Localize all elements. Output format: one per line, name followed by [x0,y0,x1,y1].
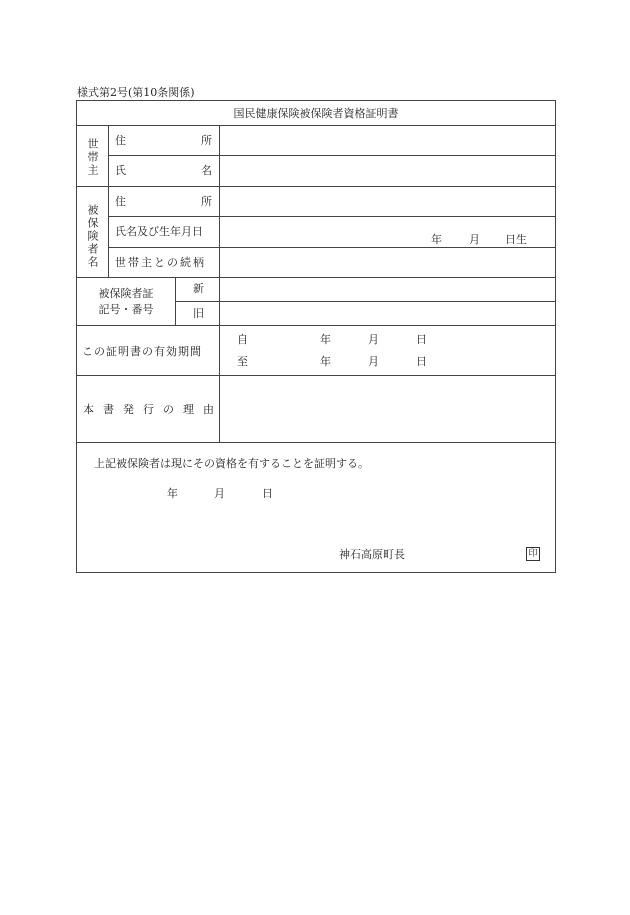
card-old-label: 旧 [193,307,204,320]
householder-address-label-1: 住 [115,134,126,147]
householder-name-label-2: 名 [201,164,212,177]
insured-name-birth-label: 氏名及び生年月日 [115,225,203,238]
validity-to-year: 年 [320,355,331,368]
validity-to-month: 月 [368,355,379,368]
divider [175,277,176,325]
validity-from-month: 月 [368,333,379,346]
divider [108,125,109,277]
validity-to-label: 至 [237,355,248,368]
divider [77,125,555,126]
divider [77,325,555,326]
form-caption: 様式第2号(第10条関係) [77,86,195,99]
householder-name-label-1: 氏 [115,164,126,177]
birth-month-label: 月 [469,233,480,246]
divider [219,125,220,442]
card-label-line2: 記号・番号 [98,303,154,316]
divider [77,277,555,278]
seal-mark: 印 [526,547,540,561]
certification-year-label: 年 [167,487,178,500]
card-new-label: 新 [193,282,204,295]
validity-from-day: 日 [416,333,427,346]
validity-to-day: 日 [416,355,427,368]
reason-label: 本書発行の理由 [83,403,223,416]
divider [108,247,555,248]
validity-from-year: 年 [320,333,331,346]
divider [77,375,555,376]
birth-year-label: 年 [431,233,442,246]
issuer-name: 神石高原町長 [339,548,405,561]
certification-day-label: 日 [262,487,273,500]
insured-group-label: 被保険者名 [86,204,99,269]
birth-day-label: 日生 [505,233,527,246]
validity-from-label: 自 [237,333,248,346]
householder-address-label-2: 所 [201,134,212,147]
householder-group-label: 世帯主 [86,138,99,177]
divider [175,301,555,302]
divider [77,442,555,443]
validity-label: この証明書の有効期間 [82,345,202,358]
insured-address-label-2: 所 [201,195,212,208]
form-title: 国民健康保険被保険者資格証明書 [233,107,399,120]
divider [108,155,555,156]
certification-statement: 上記被保険者は現にその資格を有することを証明する。 [94,457,369,470]
certificate-form [76,100,556,573]
insured-address-label-1: 住 [115,195,126,208]
relationship-label: 世帯主との続柄 [115,256,206,269]
certification-month-label: 月 [214,487,225,500]
divider [108,216,555,217]
divider [77,186,555,187]
card-label-line1: 被保険者証 [98,287,154,300]
